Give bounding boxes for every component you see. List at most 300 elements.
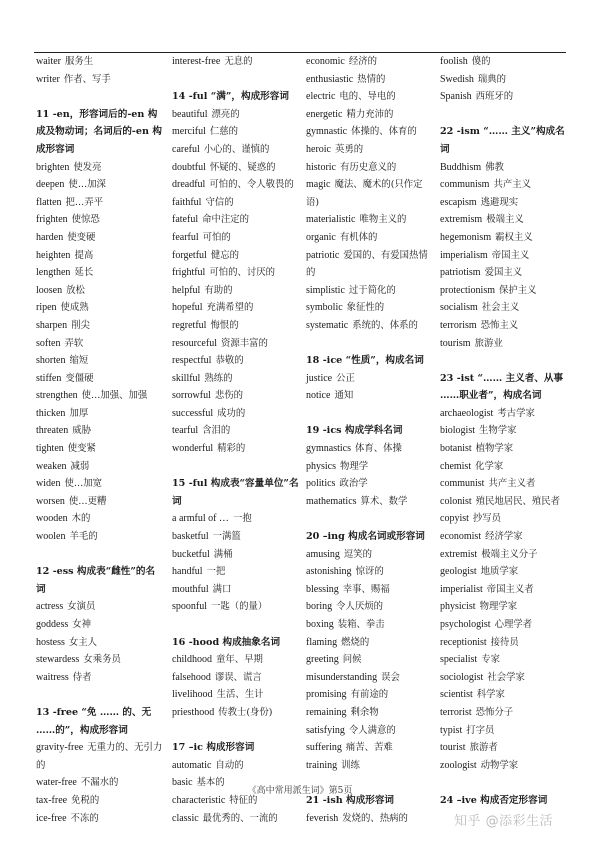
vocab-word: magic <box>306 179 331 191</box>
vocab-meaning: 使…更糟 <box>68 495 107 507</box>
vocab-word: classic <box>172 812 199 824</box>
vocab-entry <box>36 247 164 265</box>
spacer <box>172 458 302 476</box>
vocab-meaning: 使…加宽 <box>64 478 102 490</box>
vocab-entry <box>440 247 568 265</box>
vocab-meaning: 问候 <box>342 654 362 666</box>
vocab-entry <box>172 546 302 564</box>
vocab-meaning: 恭敬的 <box>215 355 244 367</box>
vocab-meaning: 专家 <box>481 654 500 666</box>
spacer <box>36 686 164 704</box>
vocab-entry <box>440 598 568 616</box>
vocab-word: sharpen <box>36 319 68 331</box>
vocab-word: greeting <box>306 654 339 666</box>
vocab-word: misunderstanding <box>306 671 378 683</box>
vocab-meaning: 令人厌烦的 <box>336 601 383 613</box>
vocab-meaning: 满口 <box>212 583 232 595</box>
vocab-meaning: 怀疑的、疑惑的 <box>209 161 276 173</box>
section-heading: 16 -hood 构成抽象名词 <box>172 636 281 648</box>
vocab-entry <box>440 405 568 423</box>
vocab-entry <box>172 123 302 141</box>
vocab-meaning: 动物学家 <box>480 759 519 771</box>
vocab-word: spoonful <box>172 601 207 613</box>
vocab-meaning: 可怕的 <box>202 231 231 243</box>
vocab-meaning: 恐怖主义 <box>480 319 519 331</box>
vocab-entry <box>36 598 164 616</box>
vocab-meaning: 特征的 <box>229 794 258 806</box>
vocab-word: widen <box>36 478 61 490</box>
vocab-word: tearful <box>172 425 199 437</box>
vocab-meaning: 爱国主义 <box>484 267 523 279</box>
vocab-meaning: 缩短 <box>69 355 89 367</box>
vocab-meaning: 延长 <box>74 267 94 279</box>
section-heading: 23 -ist “…… 主义者、从事 ……职业者”，构成名词 <box>440 372 564 402</box>
vocab-entry <box>36 211 164 229</box>
vocab-meaning: 一把 <box>206 566 226 578</box>
vocab-word: worsen <box>36 495 65 507</box>
vocab-entry <box>36 53 164 71</box>
vocab-entry <box>440 440 568 458</box>
vocab-entry <box>306 159 434 177</box>
vocab-entry <box>172 264 302 282</box>
vocab-meaning: 精力充沛的 <box>346 108 394 120</box>
vocab-entry <box>306 299 434 317</box>
vocab-meaning: 心理学者 <box>494 619 533 630</box>
vocab-word: archaeologist <box>440 407 494 419</box>
vocab-entry <box>172 176 302 194</box>
vocab-meaning: 象征性的 <box>346 302 385 314</box>
vocab-word: regretful <box>172 319 207 331</box>
vocab-meaning: 保护主义 <box>499 284 537 296</box>
vocab-meaning: 惊讶的 <box>355 566 384 578</box>
vocab-word: waitress <box>36 671 69 683</box>
vocab-meaning: 通知 <box>334 390 354 402</box>
vocab-meaning: 过于简化的 <box>348 284 396 296</box>
vocab-entry <box>440 71 568 89</box>
vocab-word: foolish <box>440 56 468 67</box>
vocab-word: zoologist <box>440 759 477 771</box>
vocab-meaning: 痛苦、苦难 <box>345 742 393 754</box>
vocab-word: a armful of … <box>172 513 229 525</box>
vocab-entry <box>306 370 434 388</box>
vocab-word: ripen <box>36 302 57 314</box>
spacer <box>172 616 302 634</box>
vocab-entry <box>36 176 164 194</box>
section-heading: 11 -en，形容词后的-en 构成及物动词；名词后的-en 构成形容词 <box>36 108 162 155</box>
vocab-word: terrorist <box>440 706 472 718</box>
vocab-word: communism <box>440 179 490 191</box>
vocab-meaning: 含泪的 <box>202 425 231 437</box>
vocab-word: strengthen <box>36 390 78 402</box>
vocab-word: enthusiastic <box>306 73 354 85</box>
vocab-word: satisfying <box>306 724 345 736</box>
vocab-word: botanist <box>440 443 472 455</box>
vocab-meaning: 生活、生计 <box>216 689 264 701</box>
vocab-word: biologist <box>440 425 476 437</box>
vocab-entry <box>440 264 568 282</box>
vocab-word: stewardess <box>36 654 80 666</box>
vocab-entry <box>440 757 568 775</box>
vocab-meaning: 免税的 <box>71 794 100 806</box>
vocab-entry <box>36 352 164 370</box>
vocab-word: heroic <box>306 143 331 155</box>
section-heading: 12 -ess 构成表“雌性”的名词 <box>36 566 156 595</box>
vocab-entry <box>172 299 302 317</box>
vocab-entry <box>172 106 302 124</box>
vocab-meaning: 最优秀的、一流的 <box>202 812 278 824</box>
vocab-word: suffering <box>306 742 342 754</box>
vocab-word: terrorism <box>440 319 477 331</box>
vocab-meaning: 可怕的、讨厌的 <box>209 267 275 279</box>
vocab-meaning: 算术、数学 <box>360 495 408 507</box>
vocab-meaning: 满桶 <box>213 548 233 560</box>
vocab-word: stiffen <box>36 372 62 384</box>
vocab-word: astonishing <box>306 566 352 578</box>
vocab-word: harden <box>36 231 64 243</box>
vocab-meaning: 传教士(身份) <box>218 706 273 718</box>
vocab-word: frighten <box>36 214 68 226</box>
vocab-meaning: 体操的、体育的 <box>351 126 417 138</box>
vocab-word: resourceful <box>172 337 217 349</box>
vocab-meaning: 有机体的 <box>339 231 378 243</box>
vocab-entry <box>306 704 434 722</box>
vocab-meaning: 殖民地居民、殖民者 <box>475 495 561 507</box>
vocab-meaning: 装箱、拳击 <box>337 619 385 630</box>
vocab-entry <box>440 563 568 581</box>
vocab-entry <box>440 88 568 106</box>
vocab-meaning: 旅游业 <box>474 337 503 349</box>
spacer <box>306 335 434 353</box>
vocab-word: brighten <box>36 161 70 173</box>
vocab-entry <box>36 634 164 652</box>
vocab-meaning: 电的、导电的 <box>339 91 396 103</box>
section-heading: 20 –ing 构成名词或形容词 <box>306 531 425 543</box>
spacer <box>172 71 302 89</box>
vocab-meaning: 霸权主义 <box>495 231 533 243</box>
vocab-word: protectionism <box>440 284 495 296</box>
vocab-entry <box>440 739 568 757</box>
vocab-meaning: 热情的 <box>357 73 386 85</box>
vocab-entry <box>306 810 434 828</box>
vocab-meaning: 女演员 <box>67 601 96 613</box>
vocab-entry <box>306 106 434 124</box>
vocab-meaning: 有助的 <box>204 284 233 296</box>
vocab-meaning: 使变紧 <box>67 443 96 455</box>
vocab-word: remaining <box>306 706 347 718</box>
vocab-meaning: 社会学家 <box>487 671 525 683</box>
vocab-word: feverish <box>306 812 339 824</box>
vocab-word: electric <box>306 91 336 103</box>
vocab-meaning: 使成熟 <box>60 302 89 314</box>
vocab-entry <box>36 71 164 89</box>
vocab-meaning: 羊毛的 <box>69 531 98 543</box>
vocab-meaning: 成功的 <box>217 407 246 419</box>
vocab-word: receptionist <box>440 636 487 648</box>
vocab-word: shorten <box>36 355 66 367</box>
vocab-meaning: 无重力的、无引力的 <box>36 742 163 771</box>
vocab-meaning: 使惊恐 <box>71 214 100 226</box>
vocab-meaning: 使变硬 <box>67 231 96 243</box>
vocab-entry <box>306 493 434 511</box>
vocab-word: writer <box>36 73 60 85</box>
vocab-word: weaken <box>36 460 67 472</box>
vocab-word: physics <box>306 460 336 472</box>
vocab-entry <box>306 546 434 564</box>
vocab-word: imperialist <box>440 583 483 595</box>
vocab-word: energetic <box>306 108 343 120</box>
vocab-word: flatten <box>36 196 62 208</box>
vocab-word: fearful <box>172 231 199 243</box>
vocab-meaning: 女乘务员 <box>83 654 121 666</box>
vocab-entry <box>172 282 302 300</box>
vocab-meaning: 作者、写手 <box>63 73 111 85</box>
section-heading: 22 -ism “…… 主义”构成名词 <box>440 126 565 155</box>
vocab-entry <box>172 194 302 212</box>
vocab-entry <box>440 528 568 546</box>
vocab-entry <box>172 563 302 581</box>
vocab-meaning: 西班牙的 <box>475 91 514 103</box>
vocab-entry <box>440 581 568 599</box>
vocab-word: extremism <box>440 214 483 226</box>
vocab-word: patriotic <box>306 249 340 261</box>
vocab-word: beautiful <box>172 108 208 120</box>
vocab-word: deepen <box>36 179 65 191</box>
vocab-meaning: 误会 <box>381 671 400 683</box>
spacer <box>306 510 434 528</box>
vocab-meaning: 训练 <box>341 759 360 771</box>
vocab-entry <box>172 211 302 229</box>
vocab-entry <box>440 493 568 511</box>
vocab-word: organic <box>306 231 336 243</box>
vocab-meaning: 科学家 <box>476 689 505 701</box>
vocab-entry <box>306 440 434 458</box>
vocab-entry <box>306 598 434 616</box>
vocab-word: threaten <box>36 425 69 437</box>
vocab-word: merciful <box>172 126 206 138</box>
vocab-entry <box>306 458 434 476</box>
vocab-meaning: 物理学 <box>340 460 369 472</box>
vocab-entry <box>306 176 434 211</box>
vocab-meaning: 削尖 <box>71 319 90 331</box>
section-heading: 21 -ish 构成形容词 <box>306 794 395 806</box>
vocab-word: careful <box>172 143 200 155</box>
spacer <box>306 405 434 423</box>
vocab-meaning: 有历史意义的 <box>340 161 397 173</box>
vocab-entry <box>36 317 164 335</box>
vocab-entry <box>172 317 302 335</box>
vocab-entry <box>36 440 164 458</box>
vocab-word: forgetful <box>172 249 207 261</box>
vocab-meaning: 逃避现实 <box>480 196 519 208</box>
vocab-word: wonderful <box>172 443 214 455</box>
vocab-entry <box>172 598 302 616</box>
vocab-entry <box>172 440 302 458</box>
vocab-entry <box>36 159 164 177</box>
vocab-word: childhood <box>172 654 212 666</box>
vocab-entry <box>306 141 434 159</box>
vocab-meaning: 精彩的 <box>217 443 246 455</box>
vocab-word: goddess <box>36 619 69 630</box>
vocab-meaning: 女神 <box>72 619 91 630</box>
section-heading: 17 –ic 构成形容词 <box>172 742 255 754</box>
vocab-meaning: 政治学 <box>339 478 368 490</box>
vocab-entry <box>440 335 568 353</box>
vocab-entry <box>36 810 164 828</box>
vocab-entry <box>306 634 434 652</box>
vocab-meaning: 健忘的 <box>210 249 239 261</box>
vocab-entry <box>172 370 302 388</box>
vocab-entry <box>36 458 164 476</box>
vocab-word: physicist <box>440 601 476 613</box>
vocab-entry <box>172 159 302 177</box>
vocab-word: sorrowful <box>172 390 211 402</box>
vocab-entry <box>440 422 568 440</box>
vocab-entry <box>440 634 568 652</box>
vocab-word: livelihood <box>172 689 213 701</box>
vocab-word: hegemonism <box>440 231 492 243</box>
vocab-word: actress <box>36 601 64 613</box>
vocab-word: psychologist <box>440 619 491 630</box>
vocab-entry <box>36 669 164 687</box>
vocab-word: doubtful <box>172 161 206 173</box>
vocab-entry <box>306 88 434 106</box>
vocab-word: communist <box>440 478 485 490</box>
vocab-meaning: 仁慈的 <box>209 126 239 138</box>
vocab-word: tighten <box>36 443 64 455</box>
vocab-meaning: 不冻的 <box>70 812 99 824</box>
vocab-meaning: 放松 <box>66 284 85 296</box>
vocab-meaning: 变僵硬 <box>65 372 94 384</box>
column-3 <box>306 53 434 827</box>
vocab-word: automatic <box>172 759 212 771</box>
vocab-word: socialism <box>440 302 478 314</box>
section-heading: 15 -ful 构成表“容量单位”名词 <box>172 478 299 507</box>
vocab-entry <box>172 352 302 370</box>
vocab-entry <box>172 686 302 704</box>
vocab-meaning: 恐怖分子 <box>475 706 514 718</box>
vocab-word: training <box>306 759 338 771</box>
vocab-entry <box>440 546 568 564</box>
vocab-entry <box>306 475 434 493</box>
vocab-entry <box>440 686 568 704</box>
vocab-meaning: 谬误、谎言 <box>214 671 262 683</box>
vocab-meaning: 侍者 <box>72 671 92 683</box>
vocab-entry <box>36 651 164 669</box>
vocab-word: politics <box>306 478 336 490</box>
vocab-word: fateful <box>172 214 199 226</box>
vocab-entry <box>440 282 568 300</box>
vocab-entry <box>36 493 164 511</box>
vocab-meaning: 抄写员 <box>472 513 502 525</box>
spacer <box>36 546 164 564</box>
vocab-word: specialist <box>440 654 478 666</box>
vocab-meaning: 充满希望的 <box>206 302 254 314</box>
vocab-entry <box>172 422 302 440</box>
vocab-entry <box>440 669 568 687</box>
vocab-entry <box>440 211 568 229</box>
vocab-entry <box>172 405 302 423</box>
vocab-word: helpful <box>172 284 201 296</box>
vocab-word: lengthen <box>36 267 71 279</box>
vocab-entry <box>306 247 434 282</box>
vocab-entry <box>306 282 434 300</box>
vocab-meaning: 接待员 <box>490 636 519 648</box>
vocab-word: hostess <box>36 636 65 648</box>
vocab-entry <box>36 422 164 440</box>
vocab-entry <box>306 722 434 740</box>
section-heading: 24 –ive 构成否定形容词 <box>440 794 548 806</box>
vocab-word: blessing <box>306 583 339 595</box>
vocab-word: economic <box>306 56 345 67</box>
vocab-entry <box>306 123 434 141</box>
vocab-meaning: 帝国主义者 <box>486 583 534 595</box>
vocab-word: dreadful <box>172 179 206 191</box>
vocab-entry <box>36 264 164 282</box>
vocab-entry <box>306 53 434 71</box>
vocab-word: colonist <box>440 495 472 507</box>
vocab-word: materialistic <box>306 214 356 226</box>
vocab-entry <box>172 669 302 687</box>
vocab-word: historic <box>306 161 336 173</box>
vocab-word: flaming <box>306 636 338 648</box>
vocab-word: waiter <box>36 56 61 67</box>
vocab-meaning: 基本的 <box>196 777 225 789</box>
vocab-meaning: 令人满意的 <box>348 724 396 736</box>
vocab-meaning: 加厚 <box>69 407 89 419</box>
vocab-word: tax-free <box>36 794 68 806</box>
vocab-meaning: 童年、早期 <box>216 654 263 666</box>
vocab-entry <box>172 510 302 528</box>
vocab-meaning: 化学家 <box>475 460 504 472</box>
vocab-meaning: 经济学家 <box>485 531 523 543</box>
vocab-entry <box>36 370 164 388</box>
vocab-entry <box>36 616 164 634</box>
vocab-meaning: 植物学家 <box>475 443 514 455</box>
vocab-entry <box>306 71 434 89</box>
vocab-word: falsehood <box>172 671 211 683</box>
vocab-entry <box>306 651 434 669</box>
vocab-meaning: 体育、体操 <box>355 443 402 455</box>
vocab-word: boring <box>306 601 333 613</box>
vocab-meaning: 自动的 <box>215 759 244 771</box>
vocab-entry <box>440 53 568 71</box>
vocab-entry <box>172 528 302 546</box>
vocab-word: Buddhism <box>440 161 482 173</box>
vocab-entry <box>440 317 568 335</box>
vocab-entry <box>36 475 164 493</box>
vocab-meaning: 命中注定的 <box>202 214 249 226</box>
vocab-word: notice <box>306 390 331 402</box>
vocab-word: symbolic <box>306 302 343 314</box>
vocab-word: wooden <box>36 513 68 525</box>
vocab-meaning: 女主人 <box>68 636 98 648</box>
vocab-meaning: 逗笑的 <box>343 548 373 560</box>
vocab-meaning: 发烧的、热病的 <box>342 812 408 824</box>
vocab-entry <box>306 563 434 581</box>
column-1 <box>36 53 164 827</box>
vocab-meaning: 物理学家 <box>479 601 518 613</box>
column-2 <box>172 53 302 827</box>
vocab-entry <box>306 229 434 247</box>
vocab-word: mathematics <box>306 495 357 507</box>
vocab-word: promising <box>306 689 347 701</box>
vocab-entry <box>306 739 434 757</box>
vocab-entry <box>440 176 568 194</box>
vocab-entry <box>306 616 434 634</box>
vocab-entry <box>172 247 302 265</box>
vocab-meaning: 小心的、谨慎的 <box>203 143 270 155</box>
vocab-entry <box>36 299 164 317</box>
